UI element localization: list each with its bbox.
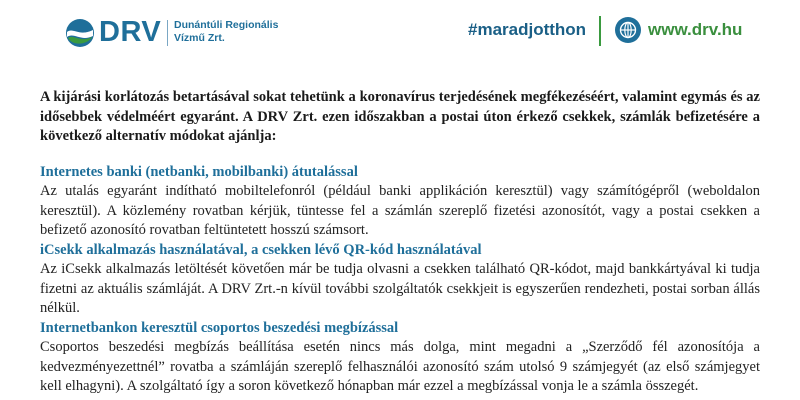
company-name — [174, 19, 278, 45]
document-body — [40, 88, 760, 397]
website-link[interactable]: www.drv.hu — [648, 20, 743, 39]
logo-divider — [167, 20, 168, 46]
page-header — [0, 0, 800, 70]
section-direct-debit — [40, 319, 760, 397]
intro-paragraph: A kijárási korlátozás betartásával sokat tehetünk a koronavírus terjedésének megfékezéséért, valamint egymás és az idősebbek védelméért egyaránt. A DRV Zrt. ezen időszakban a postai úton érkező csekkek, számlák befizetésére a következő alternatív módokat ajánlja: — [40, 89, 760, 144]
company-name-line2: Vízmű Zrt. — [174, 32, 225, 44]
section-title: Internetes banki (netbanki, mobilbanki) átutalással — [40, 163, 358, 180]
section-title: Internetbankon keresztül csoportos beszedési megbízással — [40, 319, 399, 336]
section-body: Az utalás egyaránt indítható mobiltelefonról (például banki applikáción keresztül) vagy számítógépről (weboldalon keresztül). A közlemény rovatban kérjük, tüntesse fel a számlán szereplő fizetési azonosítót, vagy a postai csekken a befizető azonosító rovatban feltüntetett hosszú számsort. — [40, 183, 760, 238]
company-name-line1: Dunántúli Regionális — [174, 19, 279, 31]
section-body: Az iCsekk alkalmazás letöltését követően már be tudja olvasni a csekken található QR-kódot, majd bankkártyával ki tudja fizetni az aktuális számláját. A DRV Zrt.-n kívül további szolgáltatók csekkjeit is egyszerűen rendezheti, postai sorban állás nélkül. — [40, 261, 760, 316]
header-divider — [599, 16, 601, 46]
globe-icon — [614, 16, 642, 44]
section-netbank — [40, 163, 760, 241]
logo-wordmark: DRV — [99, 16, 162, 48]
section-icsekk — [40, 241, 760, 319]
water-drop-logo-icon — [65, 18, 95, 48]
section-title: iCsekk alkalmazás használatával, a csekken lévő QR-kód használatával — [40, 241, 482, 258]
hashtag-text: #maradjotthon — [468, 20, 587, 39]
drv-logo — [65, 17, 295, 51]
section-body: Csoportos beszedési megbízás beállítása esetén nincs más dolga, mint megadni a „Szerződő fél azonosítója a kedvezményezettnél” rovatba a számláján szereplő felhasználói azonosító szám utolsó 9 számjegyét (az első számjegyet kell elhagyni). A szolgáltató így a soron következő hónapban már ezzel a megbízással vonja le a számla összegét. — [40, 339, 760, 394]
